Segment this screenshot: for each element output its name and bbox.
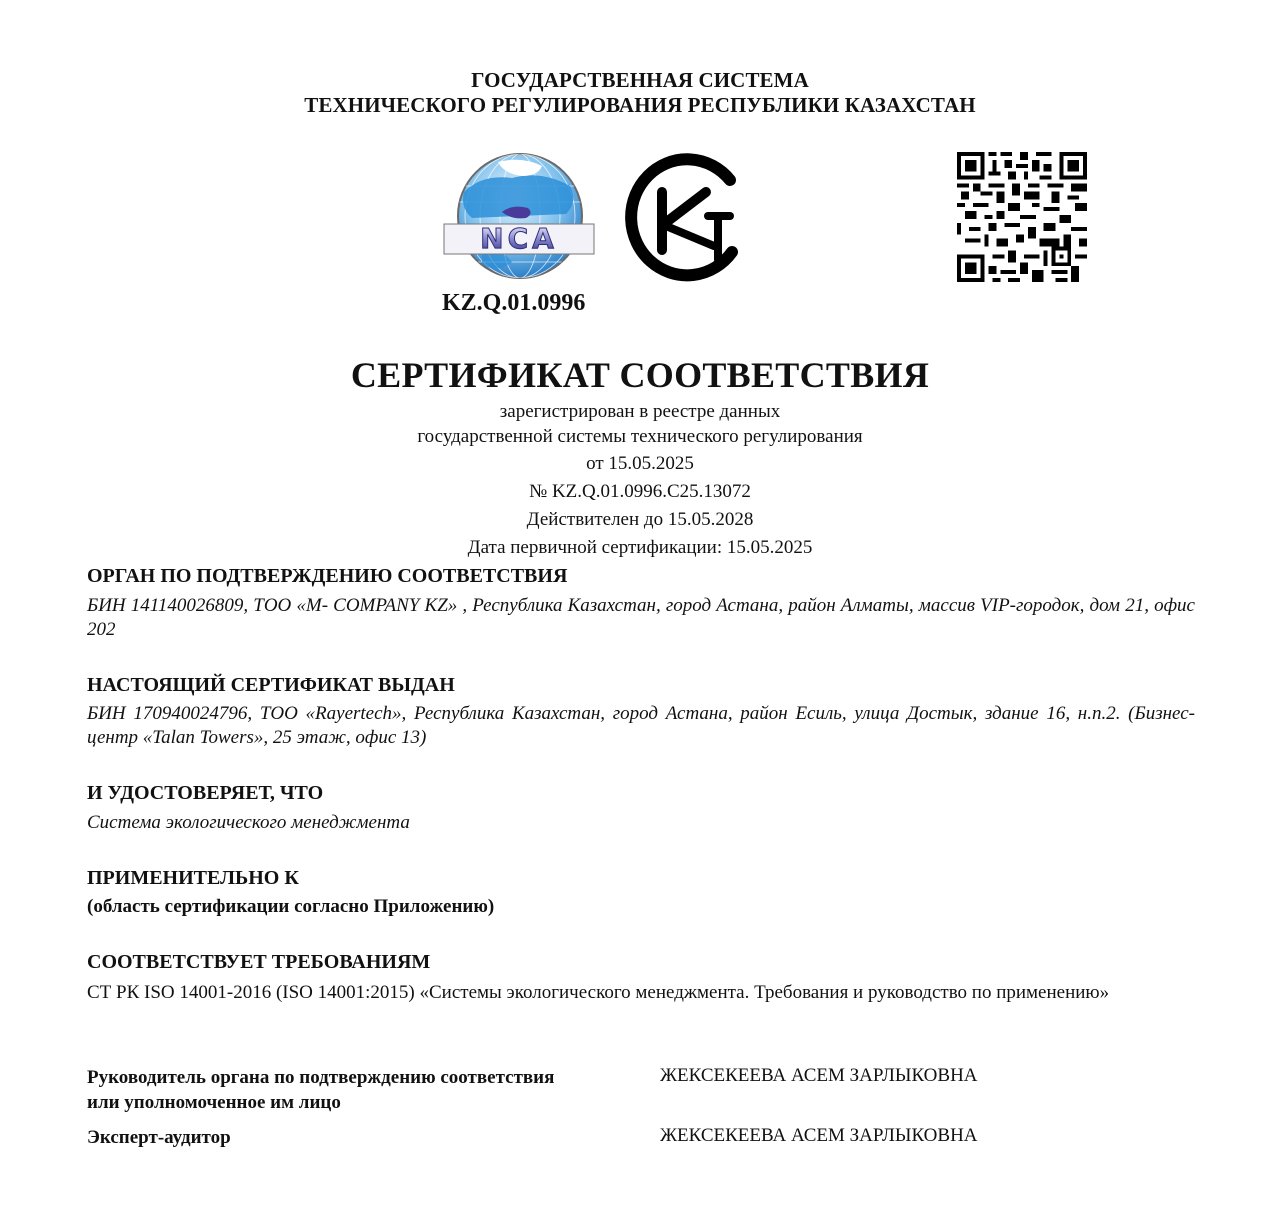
certification-body-heading: ОРГАН ПО ПОДТВЕРЖДЕНИЮ СООТВЕТСТВИЯ (87, 565, 568, 587)
registration-date: от 15.05.2025 (586, 453, 694, 474)
nca-logo-icon (442, 152, 596, 280)
signature-name-auditor: ЖЕКСЕКЕЕВА АСЕМ ЗАРЛЫКОВНА (660, 1125, 978, 1146)
signature-role-auditor: Эксперт-аудитор (87, 1127, 231, 1148)
valid-until: Действителен до 15.05.2028 (526, 509, 754, 530)
issued-to-text: БИН 170940024796, ТОО «Rayertech», Республика Казахстан, город Астана, район Есиль, улица Достык, здание 16, н.п.2. (Бизнес-центр «Talan Towers», 25 этаж, офис 13) (87, 703, 1195, 748)
header-line-2: ТЕХНИЧЕСКОГО РЕГУЛИРОВАНИЯ РЕСПУБЛИКИ КАЗАХСТАН (304, 93, 976, 117)
accreditation-number: KZ.Q.01.0996 (442, 290, 586, 316)
complies-text: СТ РК ISO 14001-2016 (ISO 14001:2015) «Системы экологического менеджмента. Требования и руководство по применению» (87, 982, 1110, 1003)
header-line-1: ГОСУДАРСТВЕННАЯ СИСТЕМА (471, 68, 809, 92)
certificate-number: № KZ.Q.01.0996.C25.13072 (529, 481, 751, 502)
certifies-heading: И УДОСТОВЕРЯЕТ, ЧТО (87, 782, 324, 804)
applicable-heading: ПРИМЕНИТЕЛЬНО К (87, 867, 299, 889)
certification-body-text: БИН 141140026809, ТОО «M- COMPANY KZ» , Республика Казахстан, город Астана, район Алматы, массив VIP-городок, дом 21, офис 202 (87, 595, 1195, 640)
signature-name-head: ЖЕКСЕКЕЕВА АСЕМ ЗАРЛЫКОВНА (660, 1065, 978, 1086)
kt-conformity-mark-icon (622, 152, 746, 282)
certifies-text: Система экологического менеджмента (87, 812, 410, 833)
complies-heading: СООТВЕТСТВУЕТ ТРЕБОВАНИЯМ (87, 951, 431, 973)
issued-to-heading: НАСТОЯЩИЙ СЕРТИФИКАТ ВЫДАН (87, 674, 455, 696)
certificate-title: СЕРТИФИКАТ СООТВЕТСТВИЯ (350, 355, 930, 395)
registered-line-2: государственной системы технического регулирования (417, 426, 863, 447)
initial-certification-date: Дата первичной сертификации: 15.05.2025 (467, 537, 813, 558)
applicable-text: (область сертификации согласно Приложению) (87, 896, 495, 917)
svg-text:NCA: NCA (480, 222, 558, 255)
qr-code-icon[interactable] (956, 152, 1088, 282)
signature-role-head: Руководитель органа по подтверждению соответствия или уполномоченное им лицо (87, 1067, 555, 1113)
registered-line-1: зарегистрирован в реестре данных (499, 401, 781, 422)
